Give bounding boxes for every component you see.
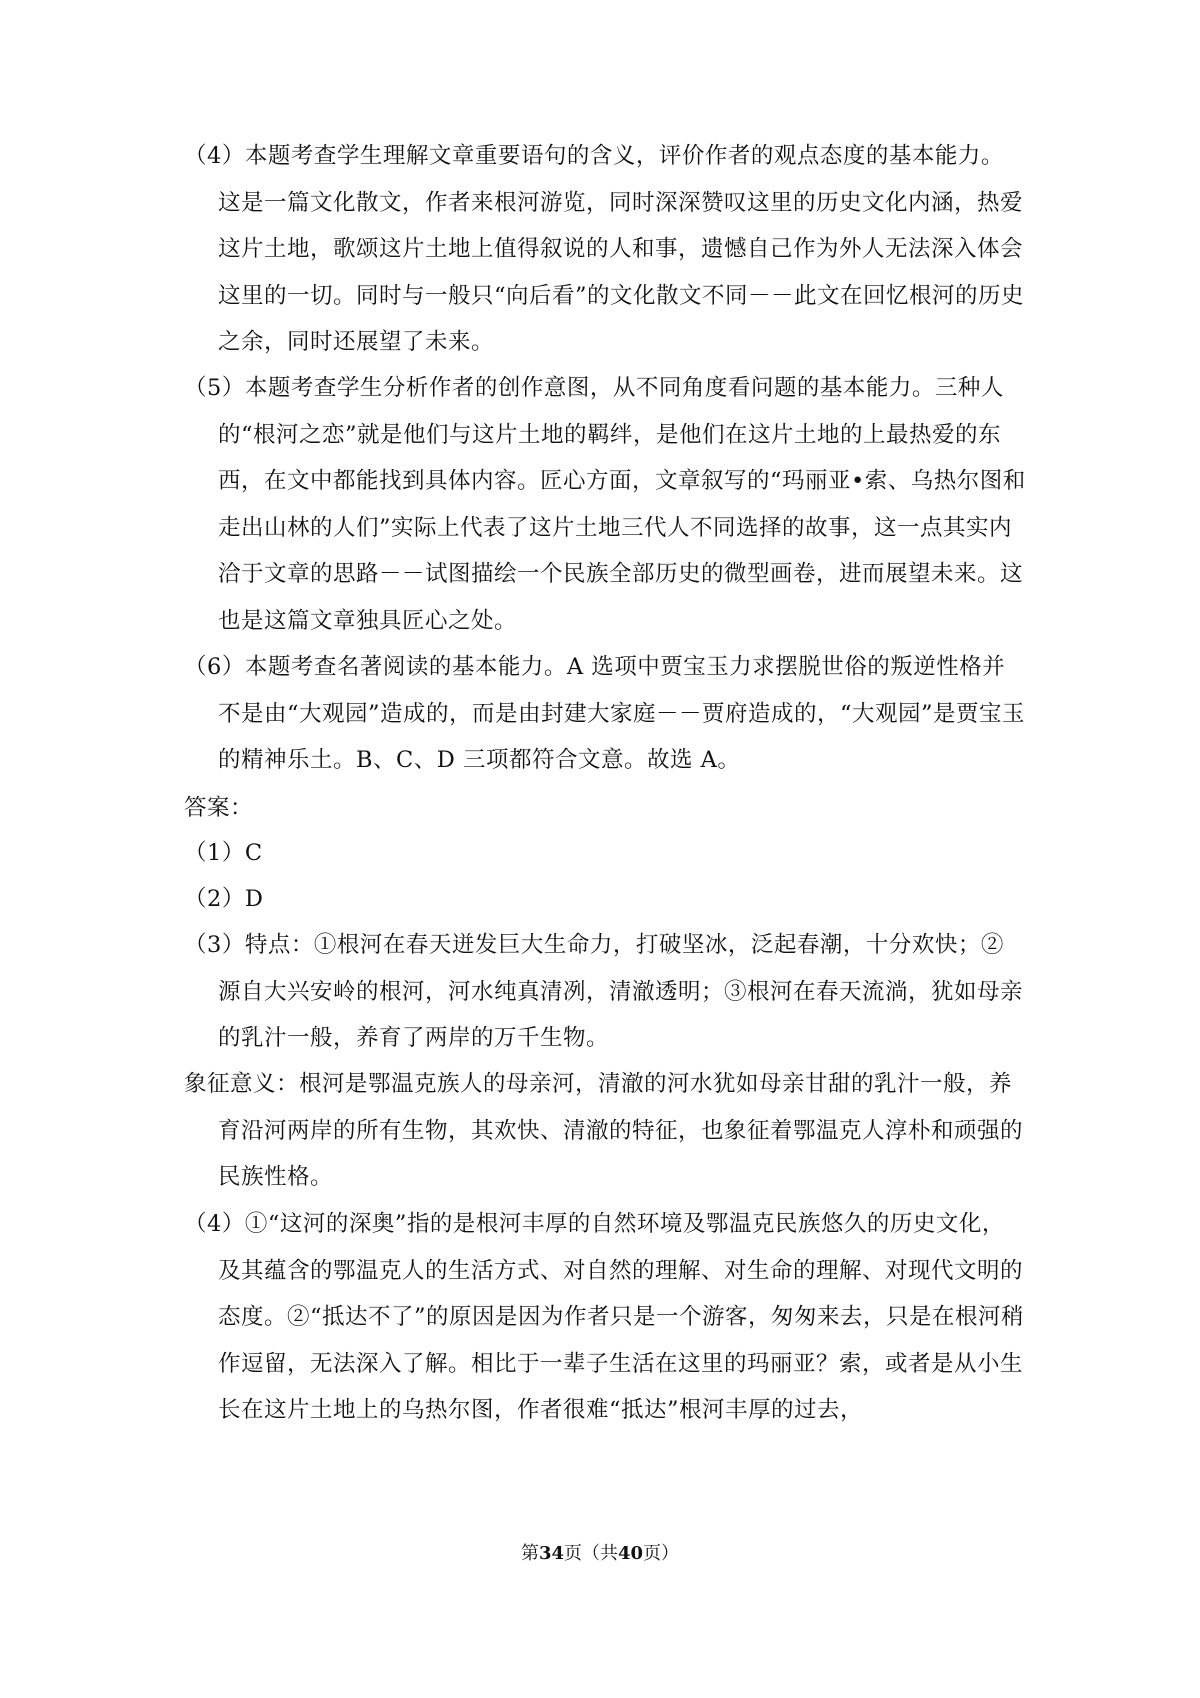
answer-3-symbol: 象征意义：根河是鄂温克族人的母亲河，清澈的河水犹如母亲甘甜的乳汁一般，养育沿河两岸的所有生物，其欢快、清澈的特征，也象征着鄂温克人淳朴和顽强的民族性格。 xyxy=(184,1071,1024,1190)
paragraph-4: （4）本题考查学生理解文章重要语句的含义，评价作者的观点态度的基本能力。这是一篇文化散文，作者来根河游览，同时深深赞叹这里的历史文化内涵，热爱这片土地，歌颂这片土地上值得叙说的人和事，遗憾自己作为外人无法深入体会这里的一切。同时与一般只“向后看”的文化散文不同－－此文在回忆根河的历史之余，同时还展望了未来。 xyxy=(184,143,1025,355)
paragraph-5: （5）本题考查学生分析作者的创作意图，从不同角度看问题的基本能力。三种人的“根河之恋”就是他们与这片土地的羁绊，是他们在这片土地的上最热爱的东西，在文中都能找到具体内容。匠心方面，文章叙写的“玛丽亚•索、乌热尔图和走出山林的人们”实际上代表了这片土地三代人不同选择的故事，这一点其实内洽于文章的思路－－试图描绘一个民族全部历史的微型画卷，进而展望未来。这也是这篇文章独具匠心之处。 xyxy=(184,375,1026,634)
footer-total-pages: 40 xyxy=(618,1543,644,1564)
answer-2: （2）D xyxy=(184,886,264,912)
footer-suffix: 页） xyxy=(643,1543,680,1564)
footer-page-number: 34 xyxy=(538,1543,564,1564)
answers-heading: 答案： xyxy=(184,795,254,821)
answer-1: （1）C xyxy=(184,840,263,866)
footer-prefix: 第 xyxy=(520,1543,539,1564)
answer-4: （4）①“这河的深奥”指的是根河丰厚的自然环境及鄂温克民族悠久的历史文化，及其蕴含的鄂温克人的生活方式、对自然的理解、对生命的理解、对现代文明的态度。②“抵达不了”的原因是因为作者只是一个游客，匆匆来去，只是在根河稍作逗留，无法深入了解。相比于一辈子生活在这里的玛丽亚？索，或者是从小生长在这片土地上的乌热尔图，作者很难“抵达”根河丰厚的过去， xyxy=(184,1211,1025,1423)
footer-middle: 页（共 xyxy=(564,1543,618,1564)
answer-3: （3）特点：①根河在春天迸发巨大生命力，打破坚冰，泛起春潮，十分欢快；②源自大兴安岭的根河，河水纯真清冽，清澈透明；③根河在春天流淌，犹如母亲的乳汁一般，养育了两岸的万千生物。 xyxy=(184,932,1024,1051)
page-footer xyxy=(0,1542,1200,1566)
paragraph-6: （6）本题考查名著阅读的基本能力。A 选项中贾宝玉力求摆脱世俗的叛逆性格并不是由“大观园”造成的，而是由封建大家庭－－贾府造成的，“大观园”是贾宝玉的精神乐土。B、C、D 三项都符合文意。故选 A。 xyxy=(184,654,1026,773)
